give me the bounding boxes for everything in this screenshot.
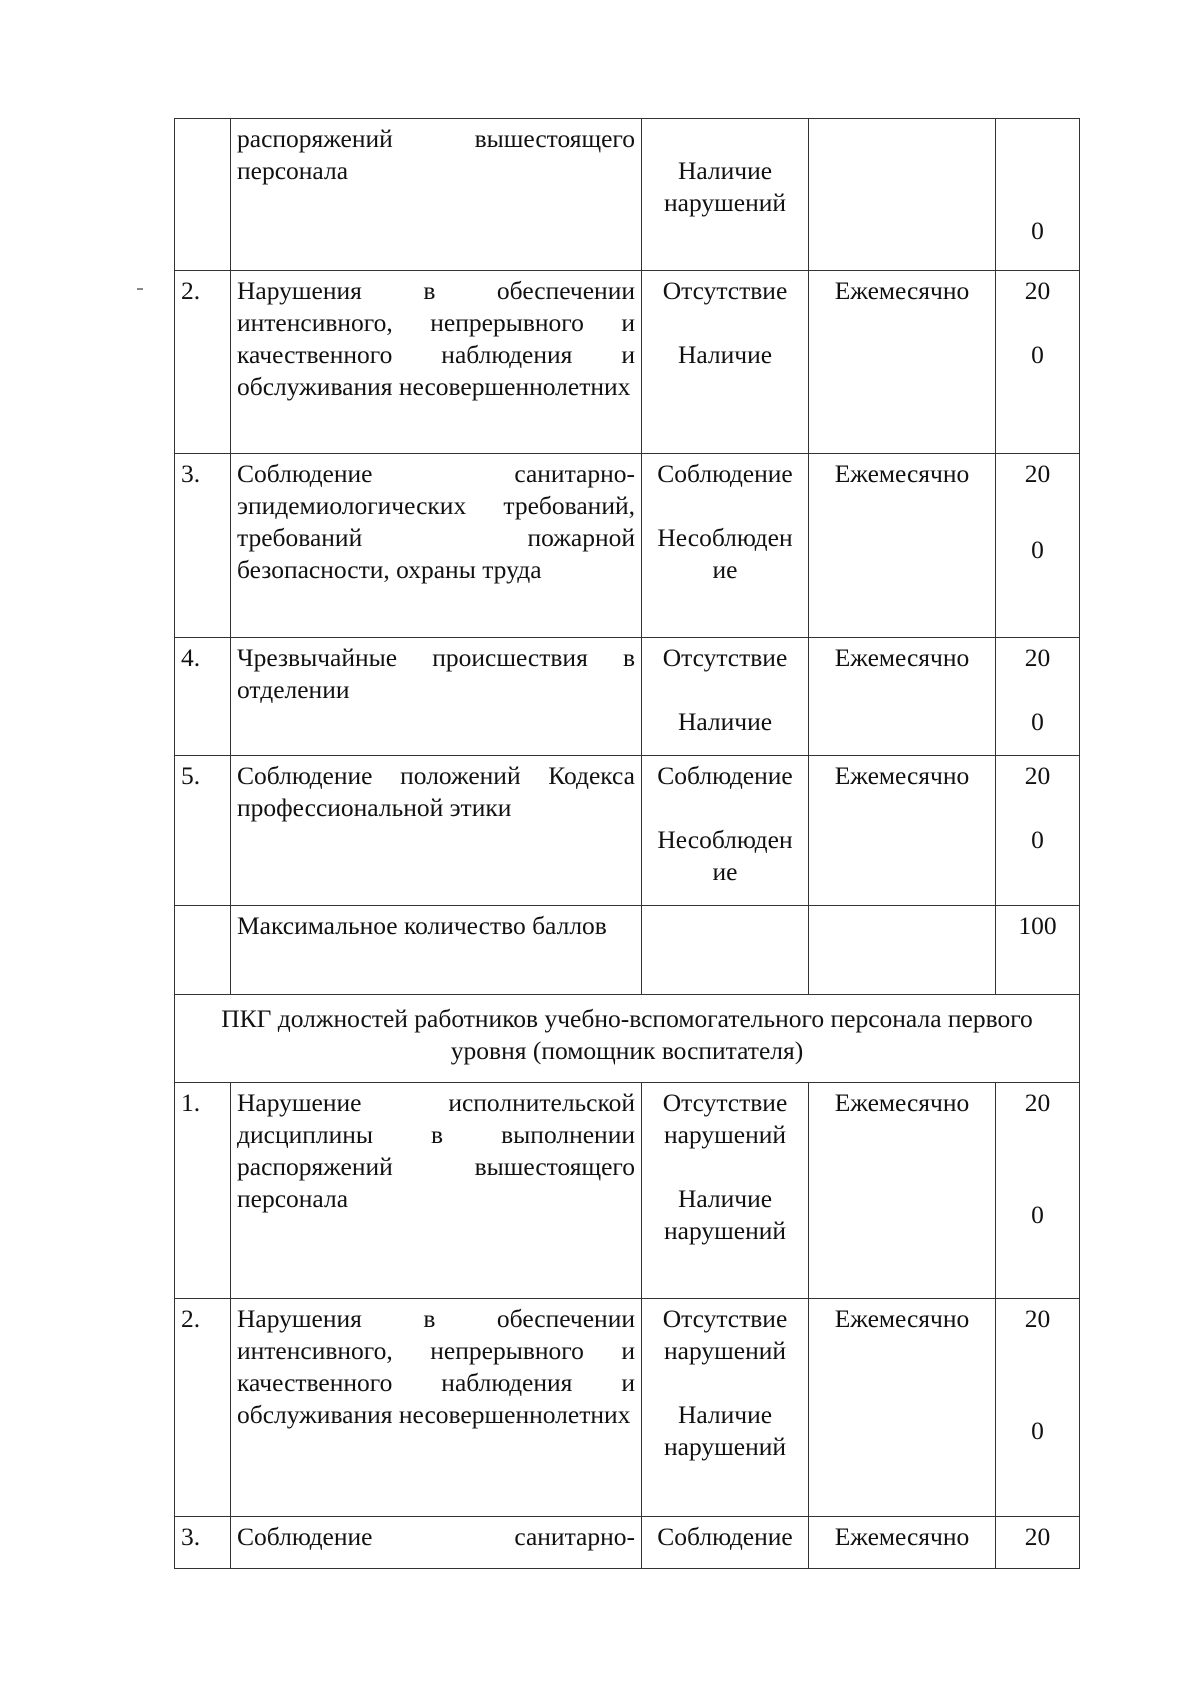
points-cell: 20: [996, 1517, 1080, 1569]
period-cell: Ежемесячно: [809, 638, 996, 756]
criterion-cell: [231, 1299, 642, 1517]
period-cell: Ежемесячно: [809, 454, 996, 638]
row-number: 2.: [175, 1299, 231, 1517]
points-secondary: 0: [1031, 707, 1044, 736]
row-number: 4.: [175, 638, 231, 756]
table-row: [175, 638, 1080, 756]
criterion-text: Соблюдение положений Кодекса профессиональной этики: [237, 761, 635, 822]
points-primary: [1002, 123, 1073, 155]
criterion-cell: [231, 119, 642, 271]
criterion-text: Соблюдение санитарно-эпидемиологических требований, требований пожарной безопасности, охраны труда: [237, 459, 635, 584]
table-row: [175, 1299, 1080, 1517]
section-title: ПКГ должностей работников учебно-вспомогательного персонала первого уровня (помощник воспитателя): [175, 995, 1080, 1083]
indicator-primary: Отсутствие: [662, 643, 788, 672]
table-row: [175, 119, 1080, 271]
criterion-cell: [231, 1083, 642, 1299]
points-primary: 20: [1024, 276, 1051, 305]
criteria-table: [174, 118, 1080, 1569]
table-row: [175, 756, 1080, 906]
row-number: 3.: [175, 454, 231, 638]
points-primary: 20: [1024, 761, 1051, 790]
indicator-secondary: Наличие нарушений: [663, 156, 787, 217]
indicator-cell: [642, 1083, 809, 1299]
indicator-cell: [642, 638, 809, 756]
indicator-primary: Отсутствие: [662, 276, 788, 305]
table-row: [175, 1083, 1080, 1299]
indicator-cell: [642, 271, 809, 454]
row-number: 1.: [175, 1083, 231, 1299]
row-number: [175, 906, 231, 995]
section-row: [175, 995, 1080, 1083]
points-secondary: 0: [1031, 340, 1044, 369]
total-row: [175, 906, 1080, 995]
points-secondary: 0: [1031, 535, 1044, 564]
table-row: [175, 1517, 1080, 1569]
points-secondary: 0: [1031, 825, 1044, 854]
indicator-primary: [648, 123, 802, 155]
period-cell: [809, 119, 996, 271]
points-primary: 20: [1024, 1088, 1051, 1117]
criterion-text: Нарушения в обеспечении интенсивного, непрерывного и качественного наблюдения и обслуживания несовершеннолетних: [237, 276, 635, 401]
period-cell: Ежемесячно: [809, 271, 996, 454]
indicator-cell: Соблюдение: [642, 1517, 809, 1569]
scan-mark: [137, 288, 143, 290]
indicator-secondary: Наличие нарушений: [663, 1184, 787, 1245]
points-secondary: 0: [1031, 216, 1044, 245]
criterion-cell: [231, 638, 642, 756]
criterion-text: Соблюдение санитарно-: [237, 1522, 635, 1551]
indicator-primary: Отсутствие нарушений: [662, 1088, 788, 1149]
indicator-primary: Соблюдение: [657, 459, 793, 488]
points-cell: [996, 1083, 1080, 1299]
indicator-secondary: Наличие нарушений: [663, 1400, 787, 1461]
indicator-primary: Отсутствие нарушений: [662, 1304, 788, 1365]
criterion-text: распоряжений вышестоящего персонала: [237, 124, 635, 185]
indicator-cell: [642, 1299, 809, 1517]
criterion-cell: [231, 756, 642, 906]
indicator-secondary: Наличие: [677, 707, 773, 736]
points-primary: 20: [1024, 643, 1051, 672]
criterion-text: Нарушения в обеспечении интенсивного, непрерывного и качественного наблюдения и обслуживания несовершеннолетних: [237, 1304, 635, 1429]
criterion-text: Нарушение исполнительской дисциплины в выполнении распоряжений вышестоящего персонала: [237, 1088, 635, 1213]
total-points: 100: [996, 906, 1080, 995]
indicator-secondary: Несоблюдение: [657, 523, 793, 584]
indicator-cell: [642, 756, 809, 906]
period-cell: [809, 906, 996, 995]
indicator-cell: [642, 906, 809, 995]
points-secondary: 0: [1031, 1200, 1044, 1229]
table-row: [175, 454, 1080, 638]
points-secondary: 0: [1031, 1416, 1044, 1445]
indicator-secondary: Несоблюдение: [657, 825, 793, 886]
indicator-cell: [642, 454, 809, 638]
period-cell: Ежемесячно: [809, 756, 996, 906]
row-number: 3.: [175, 1517, 231, 1569]
criterion-cell: [231, 454, 642, 638]
indicator-secondary: Наличие: [677, 340, 773, 369]
points-cell: [996, 454, 1080, 638]
points-cell: [996, 756, 1080, 906]
period-cell: Ежемесячно: [809, 1083, 996, 1299]
total-label-cell: [231, 906, 642, 995]
table-row: [175, 271, 1080, 454]
period-cell: Ежемесячно: [809, 1299, 996, 1517]
points-primary: 20: [1024, 459, 1051, 488]
points-cell: [996, 271, 1080, 454]
total-label: Максимальное количество баллов: [237, 911, 607, 940]
row-number: 5.: [175, 756, 231, 906]
points-primary: 20: [1024, 1304, 1051, 1333]
criterion-text: Чрезвычайные происшествия в отделении: [237, 643, 635, 704]
row-number: [175, 119, 231, 271]
criterion-cell: [231, 1517, 642, 1569]
period-cell: Ежемесячно: [809, 1517, 996, 1569]
indicator-primary: Соблюдение: [657, 761, 793, 790]
criterion-cell: [231, 271, 642, 454]
points-cell: [996, 119, 1080, 271]
points-cell: [996, 1299, 1080, 1517]
indicator-cell: [642, 119, 809, 271]
points-cell: [996, 638, 1080, 756]
row-number: 2.: [175, 271, 231, 454]
